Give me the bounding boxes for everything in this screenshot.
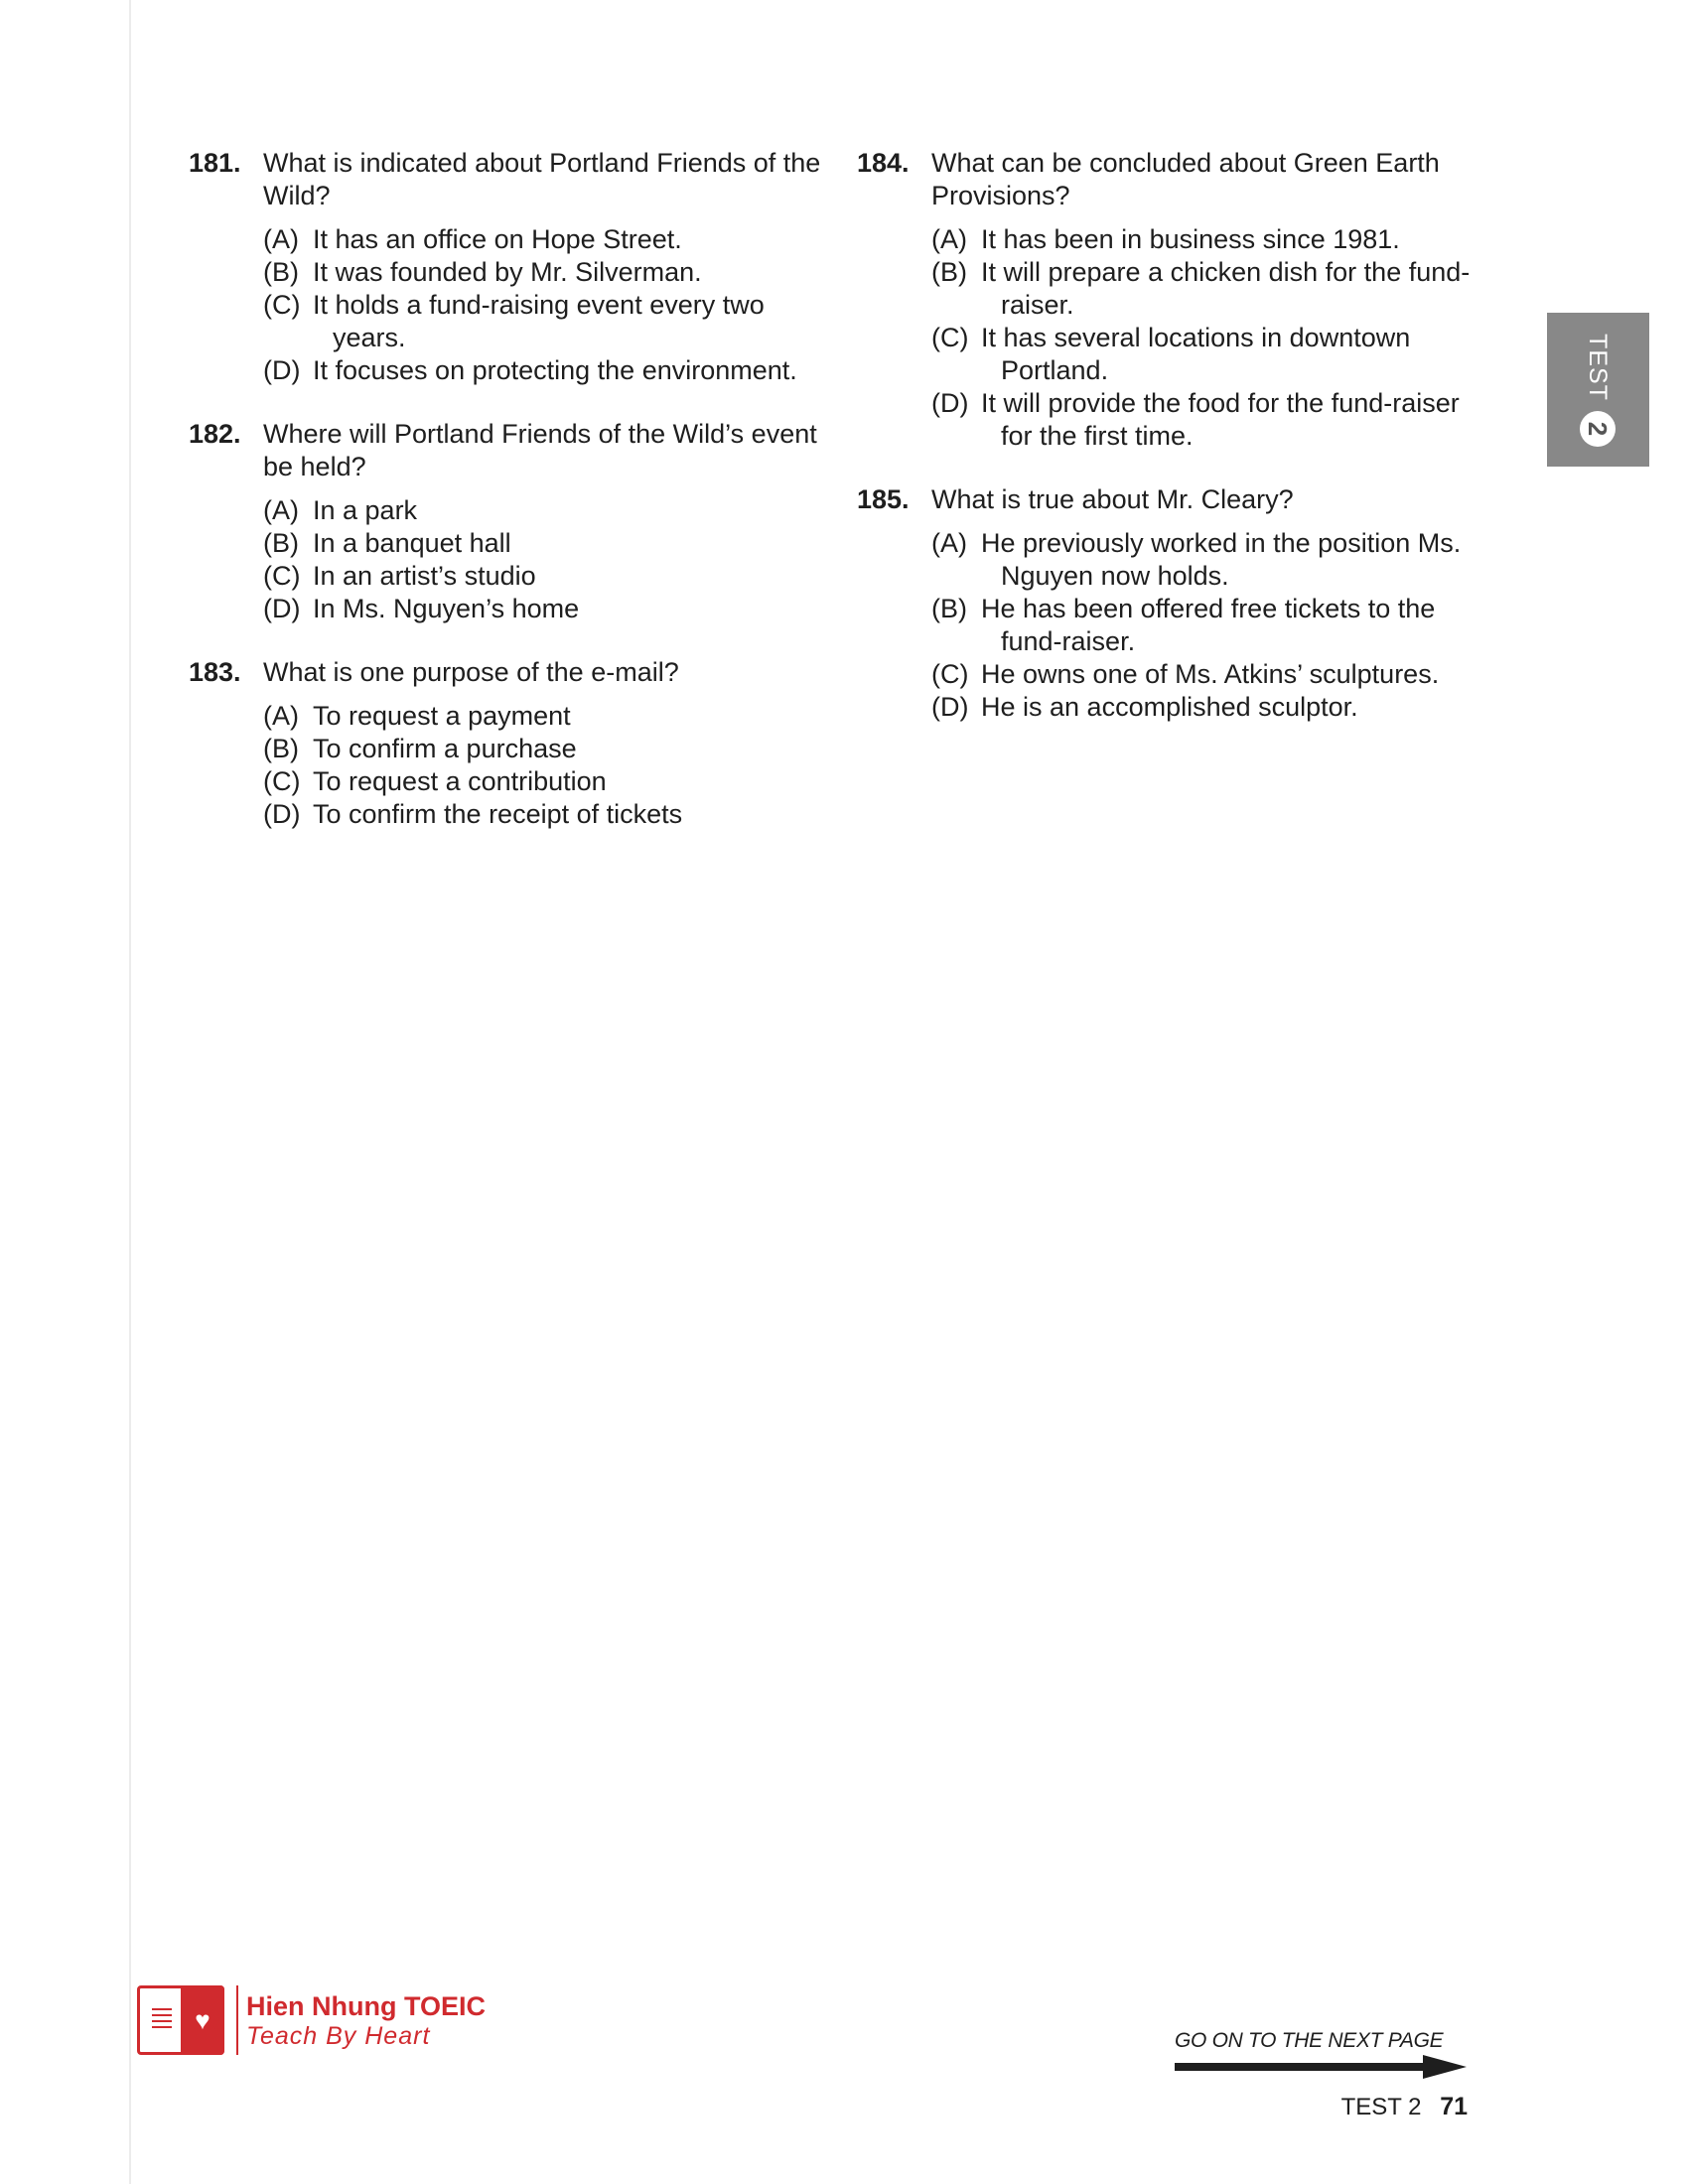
question-number: 184. bbox=[857, 148, 910, 178]
footer-test-label: TEST 2 bbox=[1340, 2094, 1422, 2120]
next-page-text: GO ON TO THE NEXT PAGE bbox=[1175, 2029, 1444, 2052]
option-text: It will provide the food for the fund-raiser for the first time. bbox=[981, 388, 1460, 451]
option-text: To confirm the receipt of tickets bbox=[313, 799, 683, 829]
answer-option bbox=[263, 223, 824, 256]
option-text: It has several locations in downtown Portland. bbox=[981, 323, 1411, 385]
answer-option bbox=[931, 256, 1473, 322]
option-text: To request a payment bbox=[313, 701, 571, 731]
option-letter: (B) bbox=[931, 257, 967, 287]
tab-label: TEST bbox=[1584, 334, 1613, 401]
logo bbox=[137, 1983, 486, 2057]
option-letter: (B) bbox=[263, 528, 299, 558]
answer-option bbox=[263, 289, 824, 354]
option-letter: (A) bbox=[931, 528, 967, 558]
answer-option bbox=[263, 593, 824, 625]
question bbox=[189, 656, 824, 831]
answer-option bbox=[263, 733, 824, 765]
option-letter: (D) bbox=[263, 355, 301, 385]
test-tab bbox=[1547, 313, 1649, 467]
answer-option bbox=[263, 765, 824, 798]
option-letter: (D) bbox=[263, 799, 301, 829]
answer-options bbox=[857, 527, 1473, 724]
right-column bbox=[857, 147, 1473, 754]
option-text: It has an office on Hope Street. bbox=[313, 224, 682, 254]
answer-option bbox=[263, 354, 824, 387]
option-text: He owns one of Ms. Atkins’ sculptures. bbox=[981, 659, 1440, 689]
option-letter: (A) bbox=[263, 224, 299, 254]
option-text: He is an accomplished sculptor. bbox=[981, 692, 1358, 722]
option-text: In an artist’s studio bbox=[313, 561, 536, 591]
option-letter: (B) bbox=[931, 594, 967, 623]
answer-option bbox=[931, 527, 1473, 593]
option-letter: (D) bbox=[931, 388, 969, 418]
answer-option bbox=[931, 658, 1473, 691]
option-letter: (B) bbox=[263, 734, 299, 763]
question bbox=[857, 147, 1473, 453]
answer-option bbox=[931, 322, 1473, 387]
question-number: 182. bbox=[189, 419, 241, 449]
logo-subtitle: Teach By Heart bbox=[246, 2022, 431, 2050]
question-number: 185. bbox=[857, 484, 910, 514]
option-letter: (C) bbox=[263, 766, 301, 796]
question bbox=[857, 483, 1473, 724]
answer-option bbox=[263, 256, 824, 289]
arrow-right-icon bbox=[1175, 2055, 1473, 2079]
answer-option bbox=[263, 560, 824, 593]
question bbox=[189, 147, 824, 387]
option-text: It holds a fund-raising event every two years. bbox=[313, 290, 765, 352]
logo-divider bbox=[236, 1985, 238, 2055]
option-letter: (B) bbox=[263, 257, 299, 287]
option-text: It has been in business since 1981. bbox=[981, 224, 1400, 254]
question-text: What can be concluded about Green Earth Provisions? bbox=[931, 148, 1440, 210]
option-letter: (C) bbox=[931, 323, 969, 352]
question-number: 183. bbox=[189, 657, 241, 687]
option-text: It was founded by Mr. Silverman. bbox=[313, 257, 702, 287]
answer-option bbox=[263, 494, 824, 527]
option-text: To confirm a purchase bbox=[313, 734, 577, 763]
option-text: He previously worked in the position Ms. Nguyen now holds. bbox=[981, 528, 1462, 591]
answer-options bbox=[857, 223, 1473, 453]
page-footer bbox=[1341, 2093, 1468, 2121]
question-text: What is one purpose of the e-mail? bbox=[263, 657, 679, 687]
option-text: In Ms. Nguyen’s home bbox=[313, 594, 580, 623]
option-letter: (A) bbox=[931, 224, 967, 254]
answer-option bbox=[931, 387, 1473, 453]
left-column bbox=[189, 147, 824, 862]
option-text: It will prepare a chicken dish for the fund-raiser. bbox=[981, 257, 1471, 320]
answer-option bbox=[931, 593, 1473, 658]
tab-number: 2 bbox=[1580, 411, 1616, 447]
option-text: It focuses on protecting the environment. bbox=[313, 355, 797, 385]
answer-option bbox=[263, 700, 824, 733]
answer-option bbox=[931, 223, 1473, 256]
option-letter: (D) bbox=[931, 692, 969, 722]
page-number: 71 bbox=[1440, 2093, 1468, 2120]
open-book-heart-icon: ♥ bbox=[137, 1985, 224, 2055]
question-number: 181. bbox=[189, 148, 241, 178]
option-text: In a park bbox=[313, 495, 418, 525]
option-letter: (D) bbox=[263, 594, 301, 623]
option-text: He has been offered free tickets to the fund-raiser. bbox=[981, 594, 1436, 656]
option-text: In a banquet hall bbox=[313, 528, 511, 558]
question-text: What is indicated about Portland Friends of the Wild? bbox=[263, 148, 821, 210]
option-letter: (A) bbox=[263, 495, 299, 525]
question-text: Where will Portland Friends of the Wild’s event be held? bbox=[263, 419, 817, 481]
option-text: To request a contribution bbox=[313, 766, 607, 796]
option-letter: (A) bbox=[263, 701, 299, 731]
question-text: What is true about Mr. Cleary? bbox=[931, 484, 1294, 514]
answer-option bbox=[931, 691, 1473, 724]
next-page-indicator bbox=[1175, 2029, 1473, 2079]
option-letter: (C) bbox=[931, 659, 969, 689]
answer-options bbox=[189, 223, 824, 387]
page-edge bbox=[129, 0, 131, 2184]
question bbox=[189, 418, 824, 625]
option-letter: (C) bbox=[263, 561, 301, 591]
option-letter: (C) bbox=[263, 290, 301, 320]
answer-options bbox=[189, 700, 824, 831]
answer-option bbox=[263, 798, 824, 831]
answer-options bbox=[189, 494, 824, 625]
logo-title: Hien Nhung TOEIC bbox=[246, 1991, 486, 2021]
answer-option bbox=[263, 527, 824, 560]
